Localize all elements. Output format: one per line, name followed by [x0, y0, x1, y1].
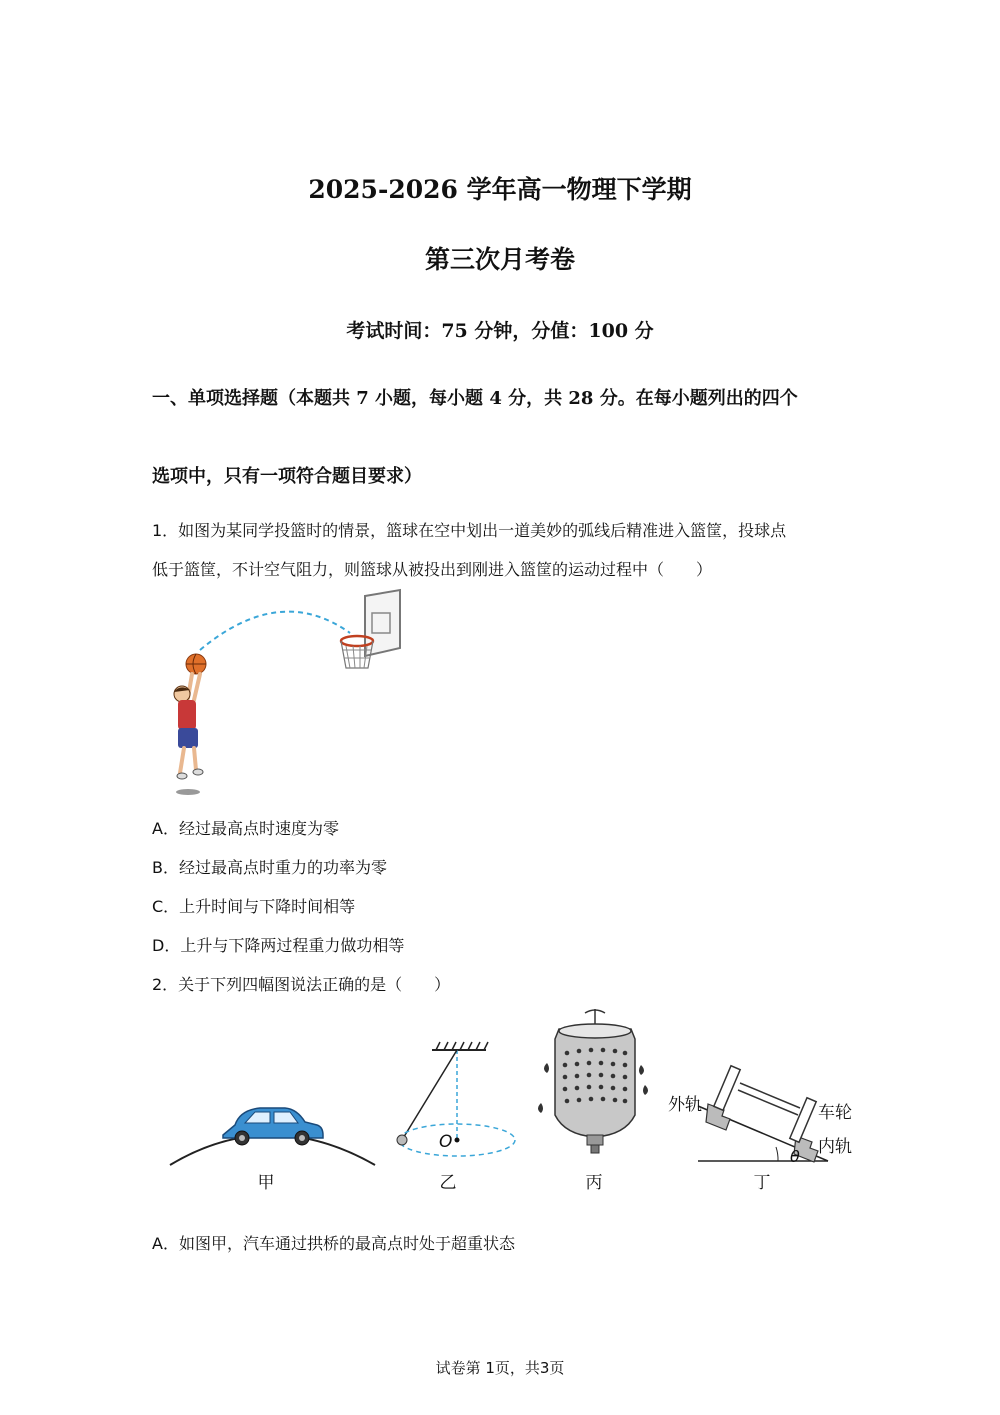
wheel-label: 车轮	[818, 1103, 852, 1123]
pendulum-center-label: O	[439, 1132, 453, 1152]
caption-jia: 甲	[257, 1173, 275, 1193]
exam-title: 2025-2026 学年高一物理下学期	[308, 175, 692, 204]
trajectory-path	[200, 612, 350, 650]
q1-option-b: B．经过最高点时重力的功率为零	[152, 858, 387, 877]
exam-info: 考试时间：75 分钟，分值：100 分	[346, 320, 654, 342]
player-jersey	[178, 700, 196, 730]
pendulum-bob	[397, 1135, 407, 1145]
section-heading-line1: 一、单项选择题（本题共 7 小题，每小题 4 分，共 28 分。在每小题列出的四个	[152, 388, 798, 409]
q1-option-a: A．经过最高点时速度为零	[152, 819, 339, 838]
section-heading-line2: 选项中，只有一项符合题目要求）	[152, 466, 422, 487]
q1-option-d: D．上升与下降两过程重力做功相等	[152, 936, 405, 955]
player-shadow	[176, 789, 200, 795]
basketball-shot-figure	[160, 588, 420, 800]
dryer-drum	[555, 1029, 635, 1137]
figure-bing-spin-dryer	[535, 1005, 655, 1160]
caption-bing: 丙	[585, 1173, 603, 1193]
pendulum-string	[402, 1050, 457, 1140]
q2-stem: 2．关于下列四幅图说法正确的是（ ）	[152, 975, 451, 994]
page-footer: 试卷第 1页，共3页	[435, 1359, 565, 1377]
angle-theta-label: θ	[790, 1147, 800, 1166]
figure-jia-car-bridge	[165, 1095, 380, 1170]
inner-rail-label: 内轨	[818, 1137, 852, 1157]
q2-option-a: A．如图甲，汽车通过拱桥的最高点时处于超重状态	[152, 1234, 515, 1253]
q1-option-c: C．上升时间与下降时间相等	[152, 897, 356, 916]
figure-yi-conical-pendulum	[390, 1040, 520, 1170]
caption-yi: 乙	[439, 1173, 457, 1193]
q1-stem-line1: 1．如图为某同学投篮时的情景，篮球在空中划出一道美妙的弧线后精准进入篮筐，投球点	[152, 521, 787, 540]
q1-stem-line2: 低于篮筐，不计空气阻力，则篮球从被投出到刚进入篮筐的运动过程中（ ）	[152, 560, 713, 579]
backboard	[365, 590, 400, 656]
outer-rail-label: 外轨	[668, 1095, 702, 1115]
arch-bridge	[170, 1135, 375, 1165]
caption-ding: 丁	[753, 1173, 771, 1193]
exam-subtitle: 第三次月考卷	[424, 245, 575, 274]
